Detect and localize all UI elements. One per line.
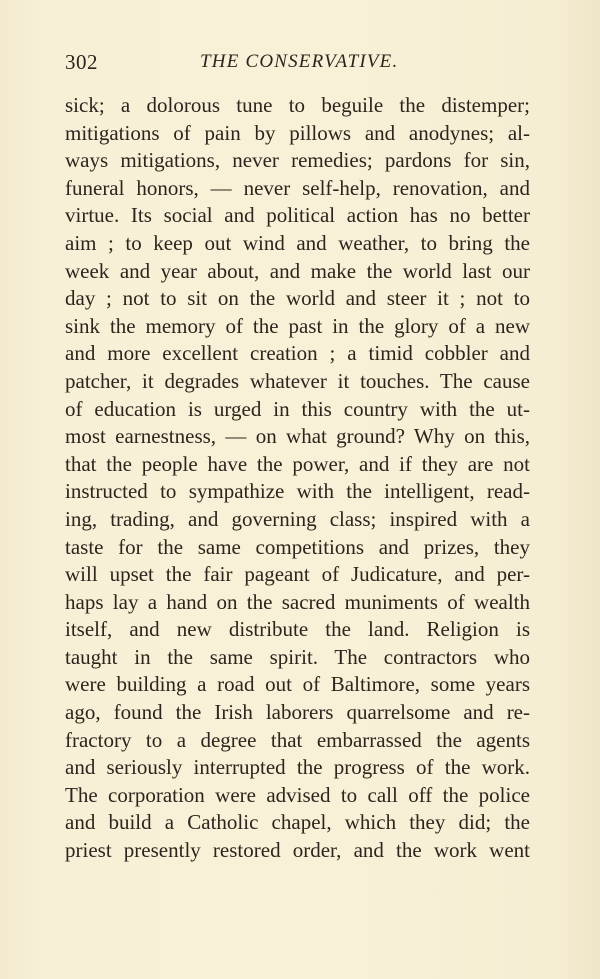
text-line: taste for the same competitions and prizes, they xyxy=(65,534,530,559)
text-line: virtue. Its social and political action has no better xyxy=(65,203,530,228)
text-line: ways mitigations, never remedies; pardons for sin, xyxy=(65,148,530,173)
text-line: week and year about, and make the world last our xyxy=(65,258,530,283)
page-number: 302 xyxy=(65,50,98,74)
page-header xyxy=(65,50,535,76)
text-line: haps lay a hand on the sacred muniments of wealth xyxy=(65,589,530,614)
text-line: will upset the fair pageant of Judicature, and per- xyxy=(65,562,530,587)
text-line: of education is urged in this country with the ut- xyxy=(65,396,530,421)
text-line: sick; a dolorous tune to beguile the distemper; xyxy=(65,93,530,117)
text-line: and build a Catholic chapel, which they did; the xyxy=(65,810,530,835)
text-line: The corporation were advised to call off the police xyxy=(65,782,530,807)
text-line: and more excellent creation ; a timid cobbler and xyxy=(65,341,530,366)
text-line: most earnestness, — on what ground? Why on this, xyxy=(65,424,530,449)
text-line: instructed to sympathize with the intelligent, read- xyxy=(65,479,530,504)
text-line: priest presently restored order, and the work went xyxy=(65,838,530,863)
text-line: taught in the same spirit. The contractors who xyxy=(65,644,530,669)
text-line: ing, trading, and governing class; inspired with a xyxy=(65,506,530,531)
text-line: that the people have the power, and if they are not xyxy=(65,451,530,476)
text-line: day ; not to sit on the world and steer it ; not to xyxy=(65,286,530,311)
text-line: aim ; to keep out wind and weather, to bring the xyxy=(65,230,530,255)
text-line: fractory to a degree that embarrassed the agents xyxy=(65,727,530,752)
text-line: were building a road out of Baltimore, some years xyxy=(65,672,530,697)
text-line: and seriously interrupted the progress of the work. xyxy=(65,755,530,780)
text-line: mitigations of pain by pillows and anodynes; al- xyxy=(65,120,530,145)
text-line: ago, found the Irish laborers quarrelsome and re- xyxy=(65,700,530,725)
body-text xyxy=(65,92,530,865)
text-line: sink the memory of the past in the glory of a new xyxy=(65,313,530,338)
text-line: funeral honors, — never self-help, renovation, and xyxy=(65,175,530,200)
text-line: itself, and new distribute the land. Religion is xyxy=(65,617,530,642)
running-title: THE CONSERVATIVE. xyxy=(200,51,399,72)
text-line: patcher, it degrades whatever it touches. The cause xyxy=(65,368,530,393)
